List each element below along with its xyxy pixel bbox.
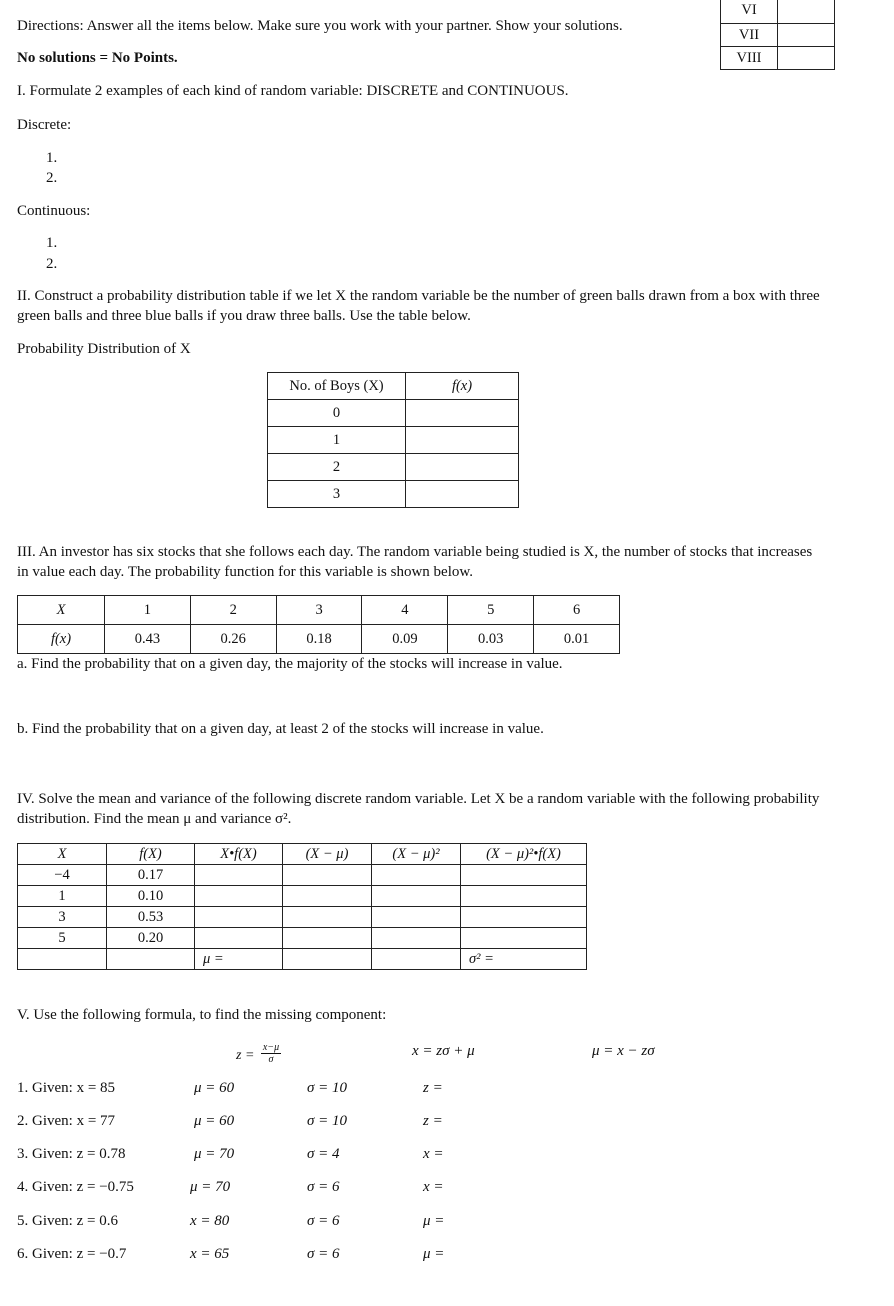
header-deviation-squared: (X − μ)²: [372, 844, 461, 865]
blank-cell: [18, 949, 107, 970]
col-header-x: No. of Boys (X): [268, 373, 406, 400]
score-label: VII: [721, 24, 778, 47]
part3-question-b: b. Find the probability that on a given day, at least 2 of the stocks will increase in value.: [17, 721, 544, 737]
blank-cell: [283, 865, 372, 886]
part4-line2: distribution. Find the mean μ and variance σ².: [17, 811, 292, 827]
x-value: 1: [105, 596, 191, 625]
discrete-item-2: 2.: [46, 170, 58, 186]
fx-value: 0.43: [105, 625, 191, 654]
blank-cell: [461, 865, 587, 886]
fx-value: 0.10: [107, 886, 195, 907]
given-value-a: μ = 70: [194, 1146, 235, 1162]
z-formula-denominator: σ: [268, 1054, 274, 1065]
blank-cell: [283, 928, 372, 949]
given-value-b: σ = 6: [307, 1213, 340, 1229]
stock-probability-table: [17, 595, 620, 654]
header-x-fx: X•f(X): [195, 844, 283, 865]
blank-cell: [195, 886, 283, 907]
blank-cell: [195, 928, 283, 949]
score-label: VIII: [721, 47, 778, 70]
mu-formula: μ = x − zσ: [592, 1043, 655, 1059]
given-label: 6. Given: z = −0.7: [17, 1246, 127, 1262]
x-value: 6: [534, 596, 620, 625]
score-cell: [778, 24, 835, 47]
header-fx: f(X): [107, 844, 195, 865]
find-label: x =: [423, 1146, 444, 1162]
fx-value: 0.18: [276, 625, 362, 654]
given-value-a: μ = 60: [194, 1113, 235, 1129]
blank-cell: [372, 949, 461, 970]
find-label: z =: [423, 1113, 443, 1129]
part2-line1: II. Construct a probability distribution table if we let X the random variable be the number of green balls drawn from a box with three: [17, 288, 820, 304]
fx-value: 0.20: [107, 928, 195, 949]
score-table: [720, 0, 835, 70]
given-value-a: x = 80: [190, 1213, 230, 1229]
score-cell: [778, 47, 835, 70]
fx-value: 0.17: [107, 865, 195, 886]
fx-value: 0.26: [190, 625, 276, 654]
given-label: 3. Given: z = 0.78: [17, 1146, 126, 1162]
continuous-item-2: 2.: [46, 256, 58, 272]
score-cell: [778, 0, 835, 24]
x-value: 1: [268, 427, 406, 454]
header-x: X: [18, 844, 107, 865]
given-value-a: x = 65: [190, 1246, 230, 1262]
fx-blank: [406, 481, 519, 508]
header-weighted-deviation: (X − μ)²•f(X): [461, 844, 587, 865]
part3-line1: III. An investor has six stocks that she follows each day. The random variable being studied is X, the number of stocks that increases: [17, 544, 813, 560]
part1-title: I. Formulate 2 examples of each kind of random variable: DISCRETE and CONTINUOUS.: [17, 83, 569, 99]
no-solutions-note: No solutions = No Points.: [17, 50, 178, 66]
discrete-label: Discrete:: [17, 117, 72, 133]
discrete-item-1: 1.: [46, 150, 58, 166]
fx-blank: [406, 427, 519, 454]
given-value-a: μ = 60: [194, 1080, 235, 1096]
given-value-b: σ = 10: [307, 1080, 348, 1096]
blank-cell: [283, 949, 372, 970]
fx-value: 0.03: [448, 625, 534, 654]
x-value: 5: [18, 928, 107, 949]
blank-cell: [195, 865, 283, 886]
probability-distribution-table: [267, 372, 519, 508]
given-label: 2. Given: x = 77: [17, 1113, 116, 1129]
x-value: 3: [268, 481, 406, 508]
find-label: x =: [423, 1179, 444, 1195]
z-formula-fraction: [261, 1042, 281, 1065]
z-formula-lhs: z =: [236, 1047, 255, 1063]
blank-cell: [461, 928, 587, 949]
blank-cell: [372, 865, 461, 886]
given-value-a: μ = 70: [190, 1179, 231, 1195]
x-value: 3: [18, 907, 107, 928]
part5-title: V. Use the following formula, to find the missing component:: [17, 1007, 387, 1023]
score-label: VI: [721, 0, 778, 24]
given-value-b: σ = 6: [307, 1246, 340, 1262]
x-value: 3: [276, 596, 362, 625]
part3-line2: in value each day. The probability function for this variable is shown below.: [17, 564, 473, 580]
x-value: 2: [268, 454, 406, 481]
fx-blank: [406, 454, 519, 481]
part3-question-a: a. Find the probability that on a given day, the majority of the stocks will increase in value.: [17, 656, 563, 672]
blank-cell: [283, 907, 372, 928]
fx-header: f(x): [18, 625, 105, 654]
x-value: 1: [18, 886, 107, 907]
x-value: −4: [18, 865, 107, 886]
x-value: 4: [362, 596, 448, 625]
part4-line1: IV. Solve the mean and variance of the following discrete random variable. Let X be a random variable with the following probability: [17, 791, 820, 807]
z-formula: [236, 1042, 281, 1065]
find-label: z =: [423, 1080, 443, 1096]
z-formula-numerator: x−μ: [262, 1042, 280, 1053]
mean-variance-table: [17, 843, 587, 970]
x-value: 0: [268, 400, 406, 427]
find-label: μ =: [423, 1246, 445, 1262]
continuous-item-1: 1.: [46, 235, 58, 251]
blank-cell: [107, 949, 195, 970]
fx-value: 0.53: [107, 907, 195, 928]
x-header: X: [18, 596, 105, 625]
find-label: μ =: [423, 1213, 445, 1229]
blank-cell: [461, 886, 587, 907]
part2-caption: Probability Distribution of X: [17, 341, 191, 357]
mean-label: μ =: [195, 949, 283, 970]
blank-cell: [372, 928, 461, 949]
fx-value: 0.09: [362, 625, 448, 654]
fx-blank: [406, 400, 519, 427]
given-label: 5. Given: z = 0.6: [17, 1213, 118, 1229]
blank-cell: [372, 907, 461, 928]
given-label: 1. Given: x = 85: [17, 1080, 116, 1096]
col-header-fx: f(x): [406, 373, 519, 400]
given-value-b: σ = 10: [307, 1113, 348, 1129]
part2-line2: green balls and three blue balls if you draw three balls. Use the table below.: [17, 308, 471, 324]
x-value: 2: [190, 596, 276, 625]
x-formula: x = zσ + μ: [412, 1043, 475, 1059]
blank-cell: [283, 886, 372, 907]
fx-value: 0.01: [534, 625, 620, 654]
continuous-label: Continuous:: [17, 203, 91, 219]
header-deviation: (X − μ): [283, 844, 372, 865]
x-value: 5: [448, 596, 534, 625]
variance-label: σ² =: [461, 949, 587, 970]
given-label: 4. Given: z = −0.75: [17, 1179, 134, 1195]
given-value-b: σ = 6: [307, 1179, 340, 1195]
given-value-b: σ = 4: [307, 1146, 340, 1162]
blank-cell: [461, 907, 587, 928]
directions: Directions: Answer all the items below. Make sure you work with your partner. Show your solutions.: [17, 18, 623, 34]
blank-cell: [372, 886, 461, 907]
blank-cell: [195, 907, 283, 928]
